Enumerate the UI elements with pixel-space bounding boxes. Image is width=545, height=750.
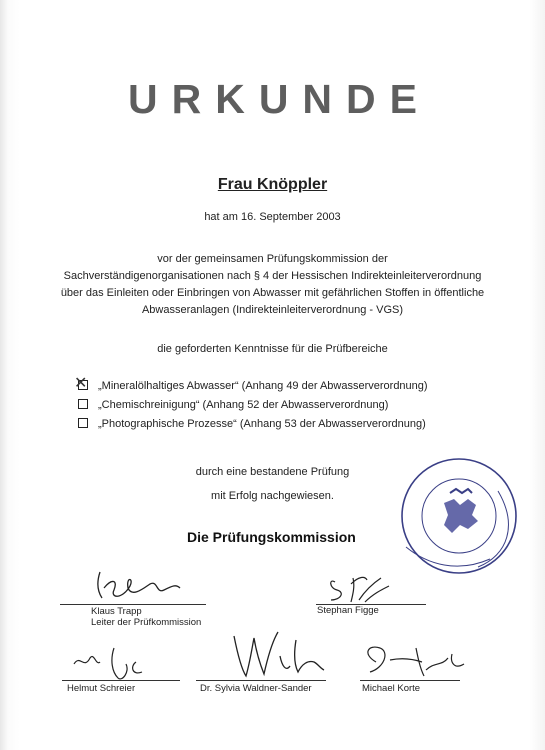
- option-label-2: „Chemischreinigung“ (Anhang 52 der Abwasserverordnung): [98, 399, 389, 411]
- body-line-4: Abwasseranlagen (Indirekteinleiterverordnung - VGS): [141, 304, 404, 316]
- signature-line: [360, 680, 460, 681]
- signature-line: [60, 604, 206, 605]
- body-line-1: vor der gemeinsamen Prüfungskommission der: [157, 253, 388, 265]
- klaus-trapp-signature-icon: [92, 568, 187, 604]
- empty-checkbox-icon: [78, 418, 88, 428]
- option-row-2: [78, 399, 388, 411]
- michael-korte-name: Michael Korte: [362, 683, 421, 694]
- option-label-1: „Mineralölhaltiges Abwasser“ (Anhang 49 der Abwasserverordnung): [98, 380, 428, 392]
- certificate-title: URKUNDE: [128, 76, 431, 122]
- klaus-trapp-name: Klaus Trapp: [91, 606, 142, 617]
- body-line-3: über das Einleiten oder Einbringen von Abwasser mit gefährlichen Stoffen in öffentliche: [60, 287, 485, 299]
- date-line: hat am 16. September 2003: [204, 211, 341, 223]
- signature-line: [62, 680, 180, 681]
- option-row-1: [78, 380, 428, 392]
- success-line: mit Erfolg nachgewiesen.: [211, 490, 334, 502]
- michael-korte-signature-icon: [360, 640, 470, 682]
- exam-line: durch eine bestandene Prüfung: [195, 466, 350, 478]
- seal-text: [420, 580, 421, 581]
- klaus-trapp-role: Leiter der Prüfkommission: [91, 617, 202, 628]
- official-seal-icon: [398, 455, 520, 577]
- body-line-2: Sachverständigenorganisationen nach § 4 der Hessischen Indirekteinleiterverordnung: [63, 270, 482, 282]
- empty-checkbox-icon: [78, 399, 88, 409]
- helmut-schreier-signature-icon: [70, 642, 160, 682]
- checked-checkbox-icon: [78, 380, 88, 390]
- sylvia-waldner-sander-signature-icon: [228, 626, 328, 682]
- recipient-name: Frau Knöppler: [217, 176, 328, 193]
- sylvia-waldner-sander-name: Dr. Sylvia Waldner-Sander: [200, 683, 312, 694]
- commission-heading: Die Prüfungskommission: [187, 529, 356, 545]
- stephan-figge-signature-icon: [325, 572, 395, 606]
- helmut-schreier-name: Helmut Schreier: [67, 683, 136, 694]
- option-label-3: „Photographische Prozesse“ (Anhang 53 der Abwasserverordnung): [98, 418, 426, 430]
- option-row-3: [78, 418, 426, 430]
- signature-line: [196, 680, 326, 681]
- knowledge-line: die geforderten Kenntnisse für die Prüfbereiche: [157, 343, 388, 355]
- stephan-figge-name: Stephan Figge: [317, 605, 379, 616]
